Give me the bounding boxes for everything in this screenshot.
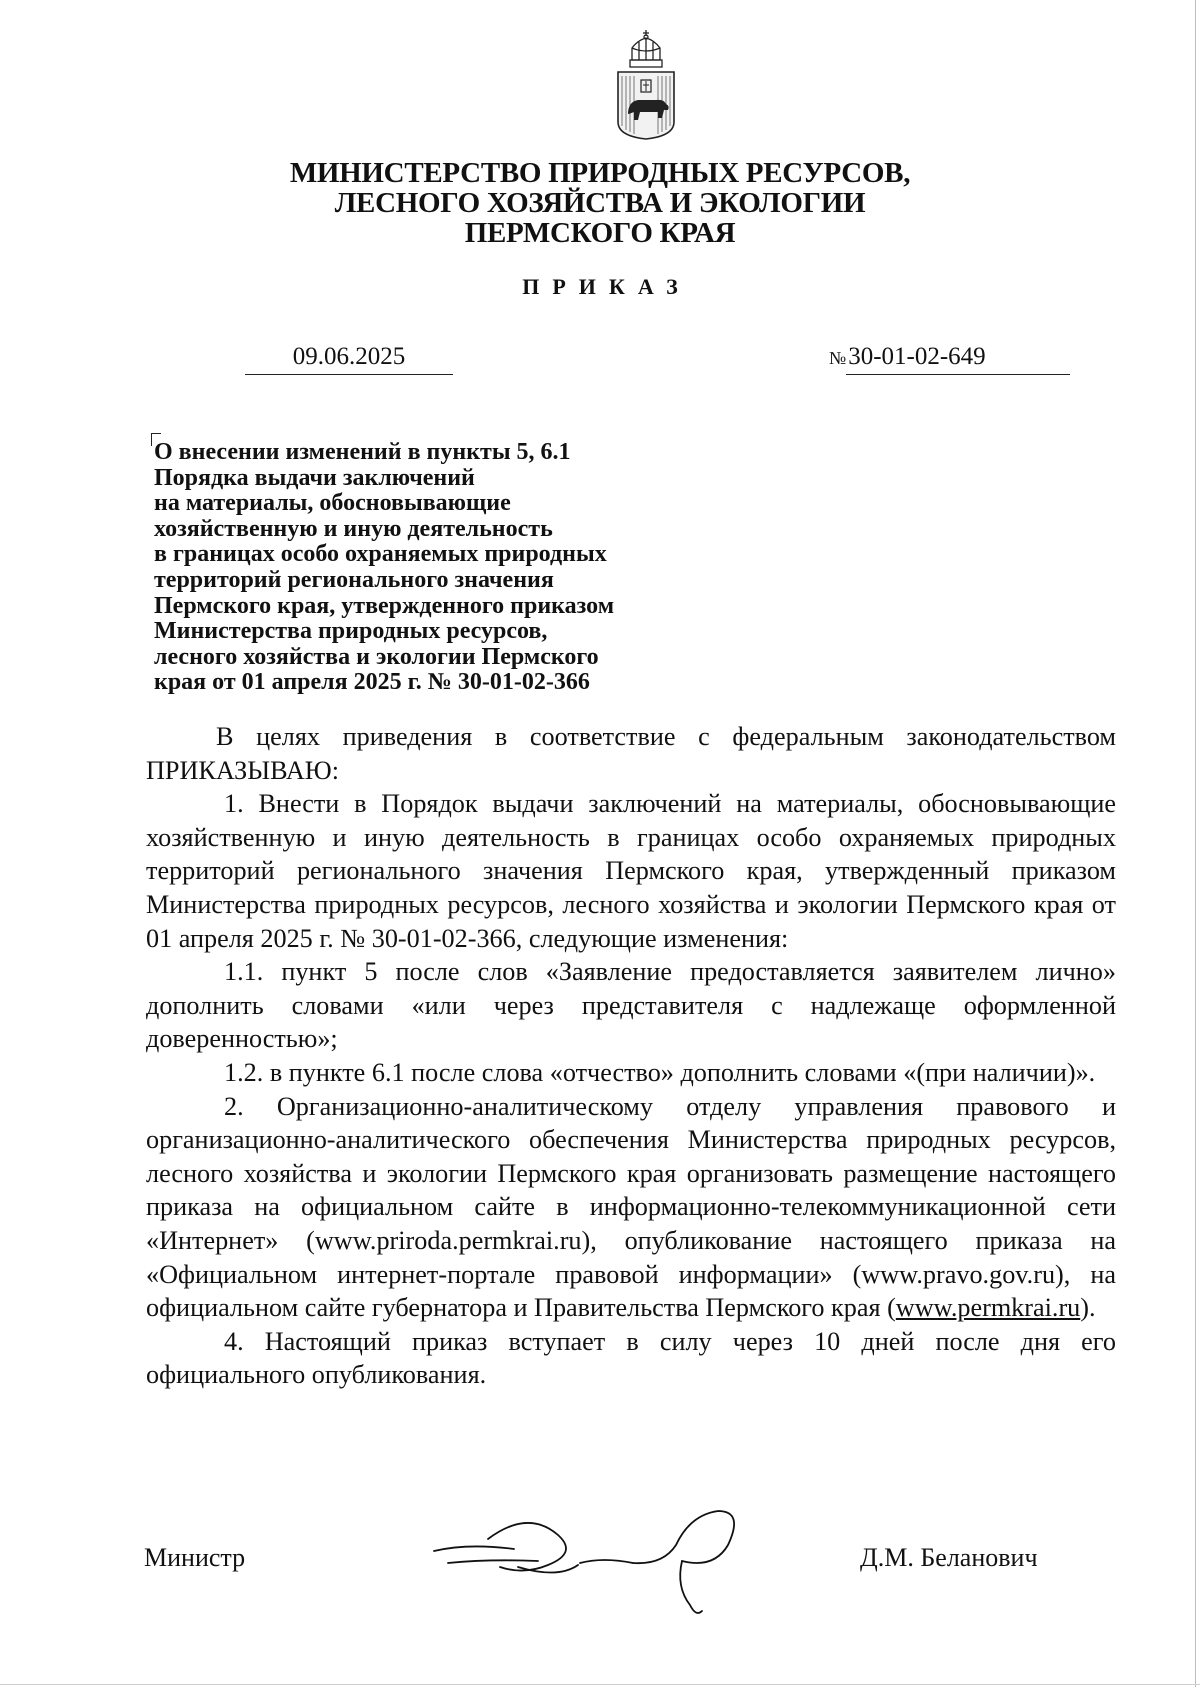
signatory-position: Министр [144,1543,246,1572]
clause-1-2: 1.2. в пункте 6.1 после слова «отчество» дополнить словами «(при наличии)». [224,1057,1096,1087]
order-subject [154,440,714,696]
subject-line: Министерства природных ресурсов, [154,618,548,645]
ministry-title [250,158,950,248]
scan-edge-right [1195,0,1196,1687]
preamble-paragraph: В целях приведения в соответствие с федеральным законодательством ПРИКАЗЫВАЮ: [146,722,1116,785]
document-type: ПРИКАЗ [522,274,691,299]
subject-line: Пермского края, утвержденного приказом [154,592,615,619]
subject-line: Порядка выдачи заключений [154,464,475,491]
ministry-title-line: ПЕРМСКОГО КРАЯ [464,217,736,249]
clause-2-end: ). [1080,1293,1096,1323]
subject-line: на материалы, обосновывающие [154,490,511,517]
subject-line: О внесении изменений в пункты 5, 6.1 [154,439,571,465]
number-sign: № [829,348,847,368]
scan-edge-bottom [0,1684,1200,1685]
subject-line: территорий регионального значения [154,566,554,593]
clause-2 [146,1090,1116,1325]
ministry-title-line: ЛЕСНОГО ХОЗЯЙСТВА И ЭКОЛОГИИ [334,187,866,219]
order-date: 09.06.2025 [245,342,453,375]
perm-krai-coat-of-arms-icon [608,26,684,142]
order-number-field [829,342,1070,375]
subject-line: хозяйственную и иную деятельность [154,515,553,542]
clause-1-1: 1.1. пункт 5 после слов «Заявление предоставляется заявителем лично» дополнить словами «или через представителя с надлежаще оформленной доверенностью»; [146,957,1116,1054]
ministry-title-line: МИНИСТЕРСТВО ПРИРОДНЫХ РЕСУРСОВ, [289,157,911,189]
subject-line: лесного хозяйства и экологии Пермского [154,643,599,670]
order-body [146,720,1116,1392]
clause-1: 1. Внести в Порядок выдачи заключений на материалы, обосновывающие хозяйственную и иную деятельность в границах особо охраняемых природных территорий регионального значения Пермского края, утвержденный приказом Министерства природных ресурсов, лесного хозяйства и экологии Пермского края от 01 апреля 2025 г. № 30-01-02-366, следующие изменения: [146,789,1116,953]
signatory-name: Д.М. Беланович [860,1543,1038,1572]
subject-line: края от 01 апреля 2025 г. № 30-01-02-366 [154,669,590,696]
order-number: 30-01-02-649 [846,342,1070,375]
subject-line: в границах особо охраняемых природных [154,541,607,568]
clause-2-text: 2. Организационно-аналитическому отделу управления правового и организационно-аналитического обеспечения Министерства природных ресурсов, лесного хозяйства и экологии Пермского края организовать размещение настоящего приказа на официальном сайте в информационно-телекоммуникационной сети «Интернет» (www.priroda.permkrai.ru), опубликование настоящего приказа на «Официальном интернет-портале правовой информации» (www.pravo.gov.ru), на официальном сайте губернатора и Правительства Пермского края ( [146,1091,1116,1323]
handwritten-signature [428,1505,768,1625]
clause-4: 4. Настоящий приказ вступает в силу через 10 дней после дня его официального опубликования. [146,1326,1116,1390]
permkrai-link[interactable]: www.permkrai.ru [895,1293,1081,1323]
